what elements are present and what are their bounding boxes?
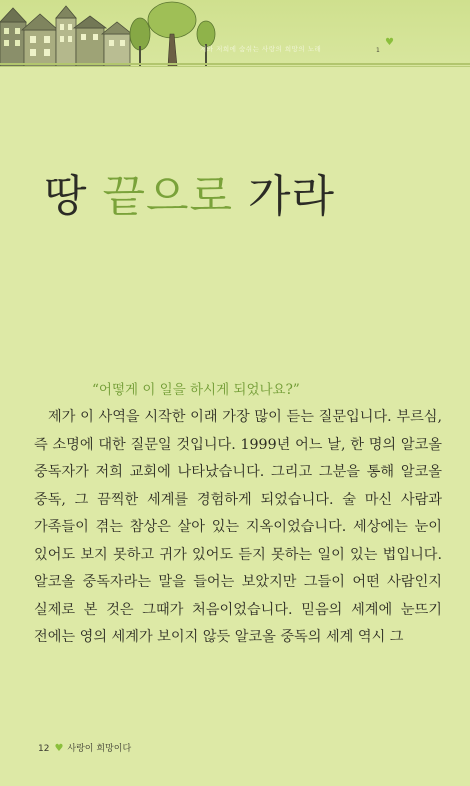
- body-paragraph: 제가 이 사역을 시작한 이래 가장 많이 듣는 질문입니다. 부르심, 즉 소명에 대한 질문일 것입니다. 1999년 어느 날, 한 명의 알코올 중독자가 저희 교회에 나타났습니다. 그리고 그분을 통해 알코올 중독, 그 끔찍한 세계를 경험하게 되었습니다. 술 마신 사람과 가족들이 겪는 참상은 살아 있는 지옥이었습니다. 세상에는 눈이 있어도 보지 못하고 귀가 있어도 듣지 못하는 일이 있는 법입니다. 알코올 중독자라는 말을 들어는 보았지만 그들이 어떤 사람인지 실제로 본 것은 그때가 처음이었습니다. 믿음의 세계에 눈뜨기 전에는 영의 세계가 보이지 않듯 알코올 중독의 세계 역시 그: [34, 409, 442, 645]
- running-header-marker: 1: [376, 47, 380, 54]
- title-word-3: 가라: [248, 171, 336, 222]
- title-word-accent: 끝으로: [102, 171, 234, 222]
- chapter-title: [44, 160, 335, 224]
- heart-icon: ♥: [385, 37, 394, 48]
- running-header-title: 저와 저희에 숨쉬는 사랑의 희망의 노래: [200, 45, 322, 53]
- header-illustration: [0, 0, 470, 67]
- book-title: 사랑이 희망이다: [67, 744, 132, 754]
- heart-icon: ♥: [54, 743, 64, 754]
- page-number: 12: [38, 744, 50, 754]
- pull-quote: “어떻게 이 일을 하시게 되었나요?”: [92, 382, 300, 398]
- page-footer: [38, 741, 131, 754]
- village-illustration: [0, 0, 470, 66]
- title-word-1: 땅: [44, 171, 88, 222]
